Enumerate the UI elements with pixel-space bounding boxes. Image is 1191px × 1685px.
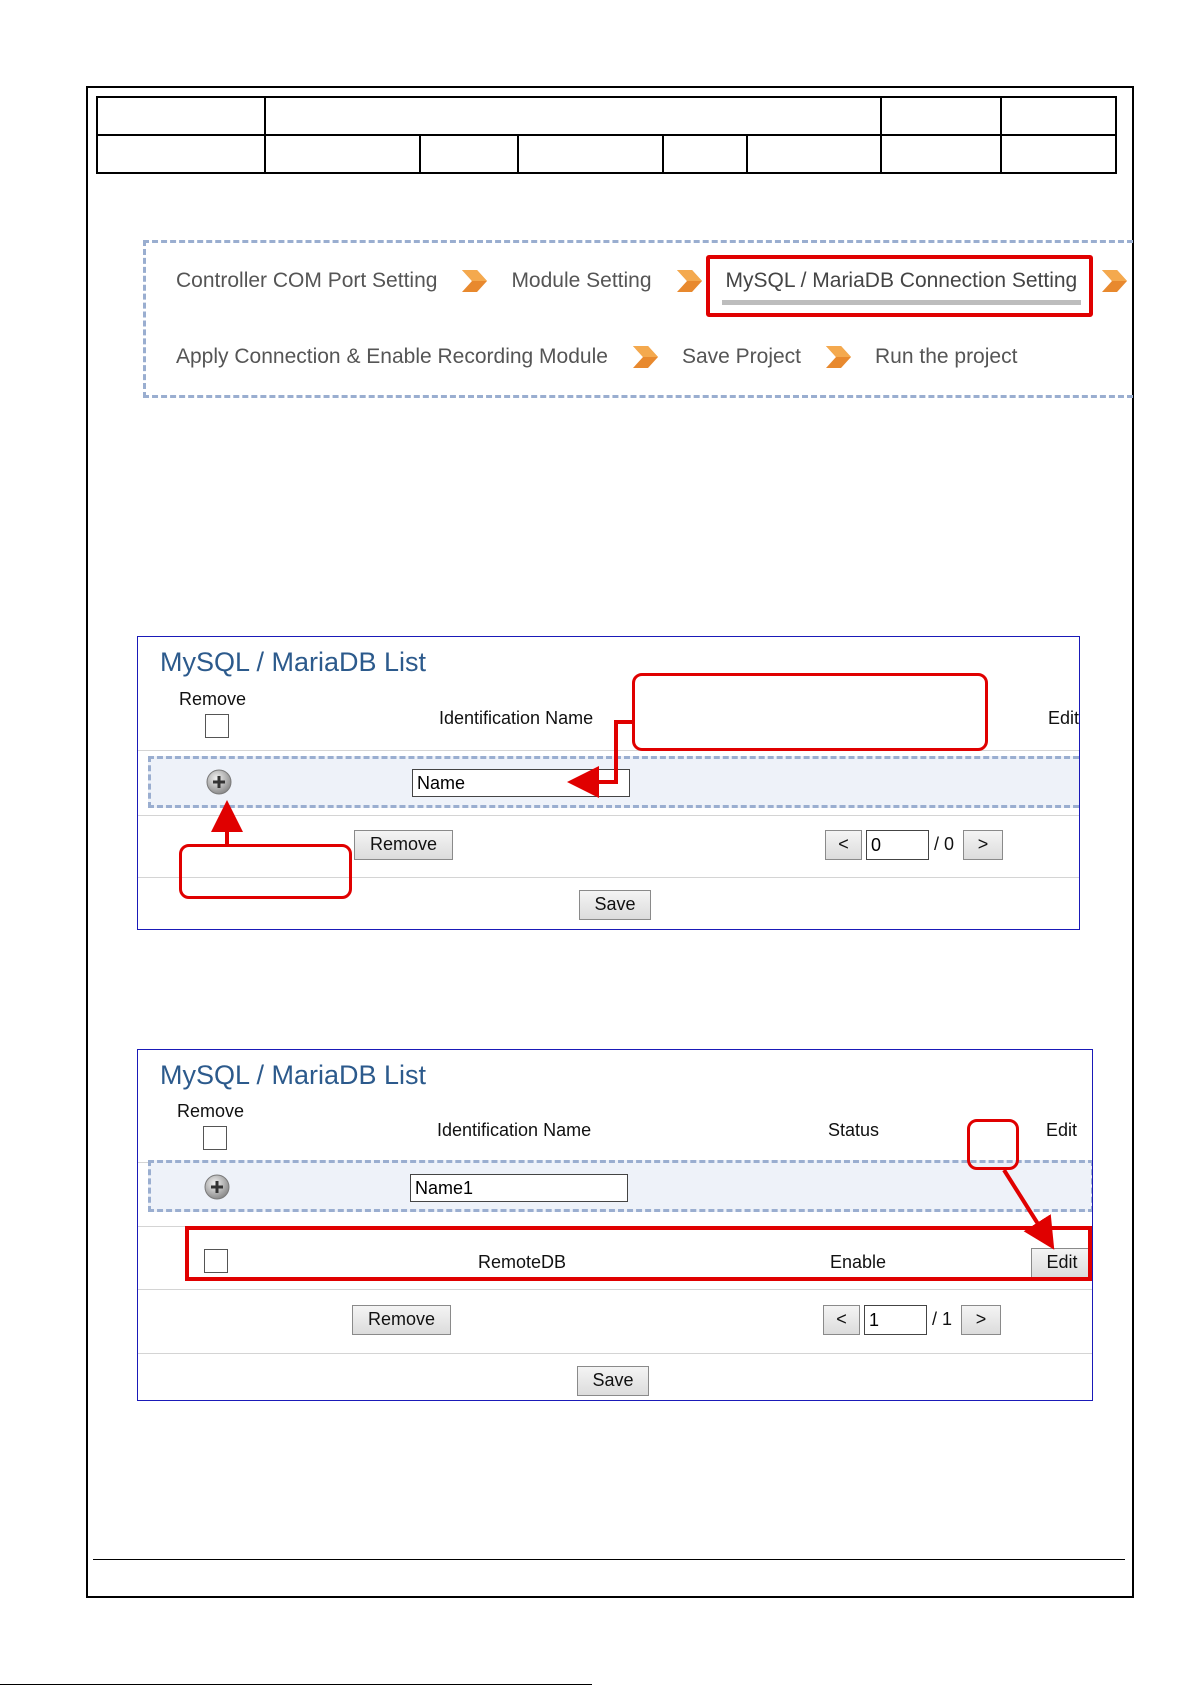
chevron-right-icon (1099, 268, 1129, 294)
callout-box-name (632, 673, 988, 751)
header-cell (881, 97, 1001, 135)
next-page-button[interactable]: > (961, 1305, 1001, 1335)
remove-button[interactable]: Remove (354, 830, 453, 860)
header-cell (97, 97, 265, 135)
active-step-highlight (706, 255, 1093, 317)
add-circle-icon[interactable] (206, 769, 232, 795)
col-header-identification-name: Identification Name (437, 1120, 592, 1140)
header-cell (265, 135, 420, 173)
document-header-table (96, 96, 1117, 174)
divider (138, 1353, 1092, 1354)
divider (138, 1289, 1092, 1290)
row-status: Enable (830, 1252, 887, 1272)
panel-title: MySQL / MariaDB List (160, 1060, 427, 1090)
step-apply-connection[interactable]: Apply Connection & Enable Recording Module (176, 345, 608, 368)
step-controller-com-port[interactable]: Controller COM Port Setting (176, 269, 438, 292)
col-header-identification-name: Identification Name (439, 708, 594, 728)
row-identification-name: RemoteDB (478, 1252, 567, 1272)
header-row-1 (97, 97, 1116, 135)
col-header-status: Status (828, 1120, 880, 1140)
header-cell (1001, 97, 1116, 135)
header-cell (265, 97, 881, 135)
page-number-input[interactable] (866, 830, 929, 860)
header-cell (518, 135, 663, 173)
mysql-list-panel-with-entry (137, 1049, 1093, 1401)
save-button[interactable]: Save (577, 1366, 649, 1396)
chevron-right-icon (674, 268, 704, 294)
identification-name-input[interactable] (412, 769, 630, 797)
header-cell (747, 135, 881, 173)
step-run-project[interactable]: Run the project (875, 345, 1018, 368)
save-button[interactable]: Save (579, 890, 651, 920)
divider (138, 815, 1079, 816)
select-all-checkbox[interactable] (203, 1126, 227, 1150)
header-cell (1001, 135, 1116, 173)
prev-page-button[interactable]: < (823, 1305, 860, 1335)
col-header-edit: Edit (1046, 1120, 1078, 1140)
chevron-right-icon (630, 344, 660, 370)
highlighted-entry-row (185, 1226, 1092, 1281)
step-module-setting[interactable]: Module Setting (511, 269, 652, 292)
col-header-remove: Remove (177, 1101, 245, 1121)
header-cell (881, 135, 1001, 173)
callout-box-add (179, 844, 352, 899)
header-cell (420, 135, 518, 173)
add-circle-icon[interactable] (204, 1174, 230, 1200)
step-mysql-connection-setting[interactable]: MySQL / MariaDB Connection Setting (725, 269, 1078, 292)
prev-page-button[interactable]: < (825, 830, 862, 860)
callout-box-edit (967, 1119, 1019, 1170)
header-cell (663, 135, 747, 173)
select-all-checkbox[interactable] (205, 714, 229, 738)
remove-button[interactable]: Remove (352, 1305, 451, 1335)
step-save-project[interactable]: Save Project (681, 345, 801, 368)
page-total: / 0 (934, 834, 955, 854)
edit-button[interactable]: Edit (1031, 1248, 1093, 1278)
header-cell (97, 135, 265, 173)
footer-rule (93, 1559, 1125, 1560)
header-row-2 (97, 135, 1116, 173)
steps-row-2 (176, 344, 1017, 370)
identification-name-input[interactable] (410, 1174, 628, 1202)
next-page-button[interactable]: > (963, 830, 1003, 860)
panel-title: MySQL / MariaDB List (160, 647, 427, 677)
chevron-right-icon (823, 344, 853, 370)
col-header-remove: Remove (179, 689, 247, 709)
page-total: / 1 (932, 1309, 953, 1329)
col-header-edit: Edit (1048, 708, 1080, 728)
page-number-input[interactable] (864, 1305, 927, 1335)
chevron-right-icon (459, 268, 489, 294)
